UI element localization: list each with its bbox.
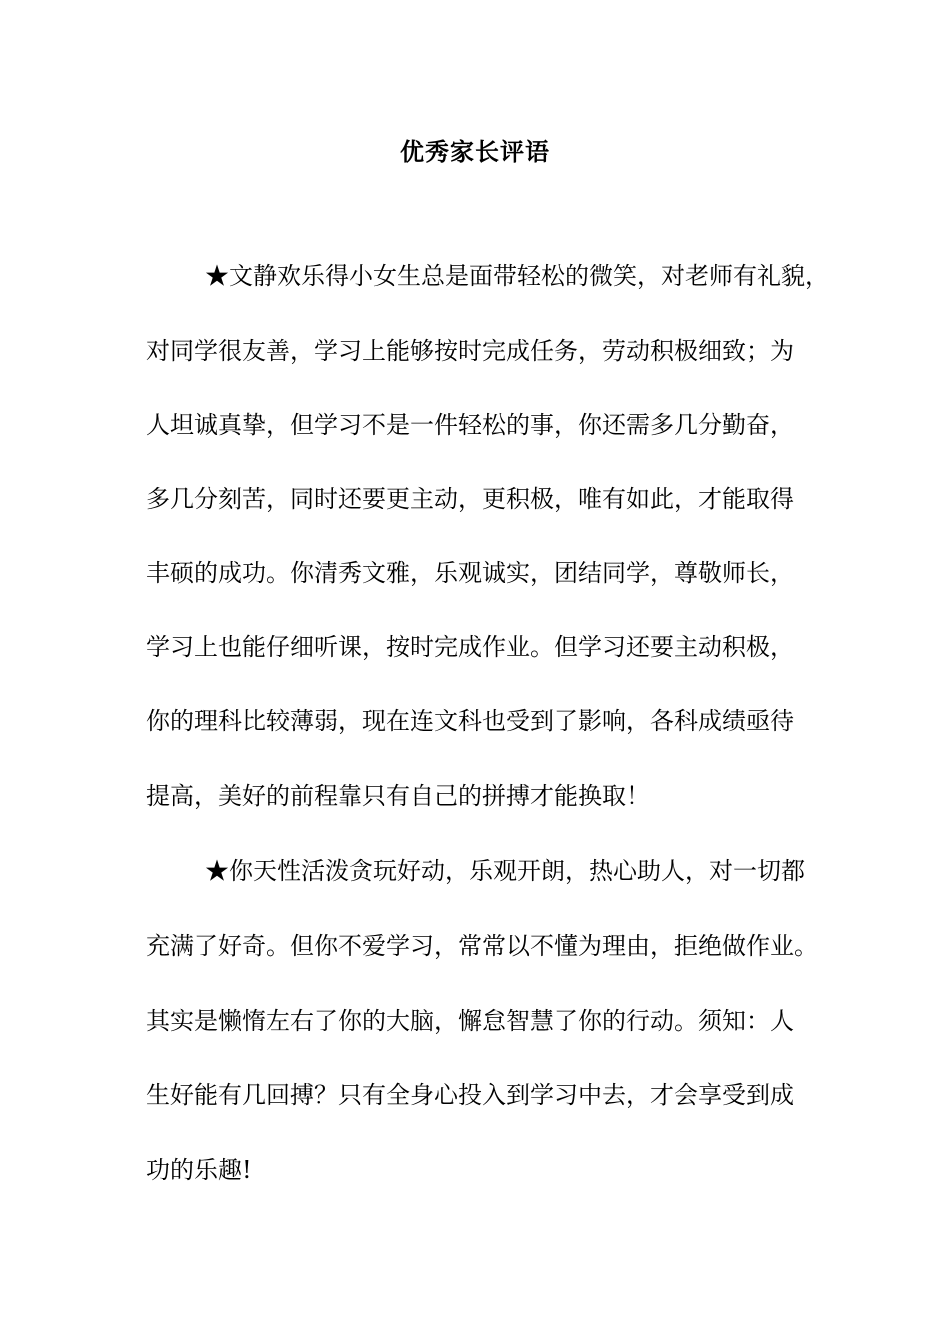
paragraph-1-line-8: 提高，美好的前程靠只有自己的拼搏才能换取！: [146, 782, 650, 810]
paragraph-1-line-5: 丰硕的成功。你清秀文雅，乐观诚实，团结同学，尊敬师长，: [146, 559, 794, 587]
paragraph-2-line-4: 生好能有几回搏？只有全身心投入到学习中去，才会享受到成: [146, 1081, 794, 1109]
paragraph-1-line-7: 你的理科比较薄弱，现在连文科也受到了影响，各科成绩亟待: [146, 707, 794, 735]
paragraph-1-line-2: 对同学很友善，学习上能够按时完成任务，劳动积极细致；为: [146, 337, 794, 365]
paragraph-1-line-1: ★文静欢乐得小女生总是面带轻松的微笑，对老师有礼貌，: [205, 262, 829, 290]
paragraph-2-line-2: 充满了好奇。但你不爱学习，常常以不懂为理由，拒绝做作业。: [146, 932, 818, 960]
paragraph-1-line-6: 学习上也能仔细听课，按时完成作业。但学习还要主动积极，: [146, 633, 794, 661]
paragraph-1-line-4: 多几分刻苦，同时还要更主动，更积极，唯有如此，才能取得: [146, 485, 794, 513]
document-title: 优秀家长评语: [400, 137, 550, 166]
paragraph-2-line-1: ★你天性活泼贪玩好动，乐观开朗，热心助人，对一切都: [205, 857, 805, 885]
paragraph-2-line-5: 功的乐趣!: [146, 1156, 252, 1184]
paragraph-1-line-3: 人坦诚真挚，但学习不是一件轻松的事，你还需多几分勤奋，: [146, 411, 794, 439]
paragraph-2-line-3: 其实是懒惰左右了你的大脑，懈怠智慧了你的行动。须知：人: [146, 1007, 794, 1035]
